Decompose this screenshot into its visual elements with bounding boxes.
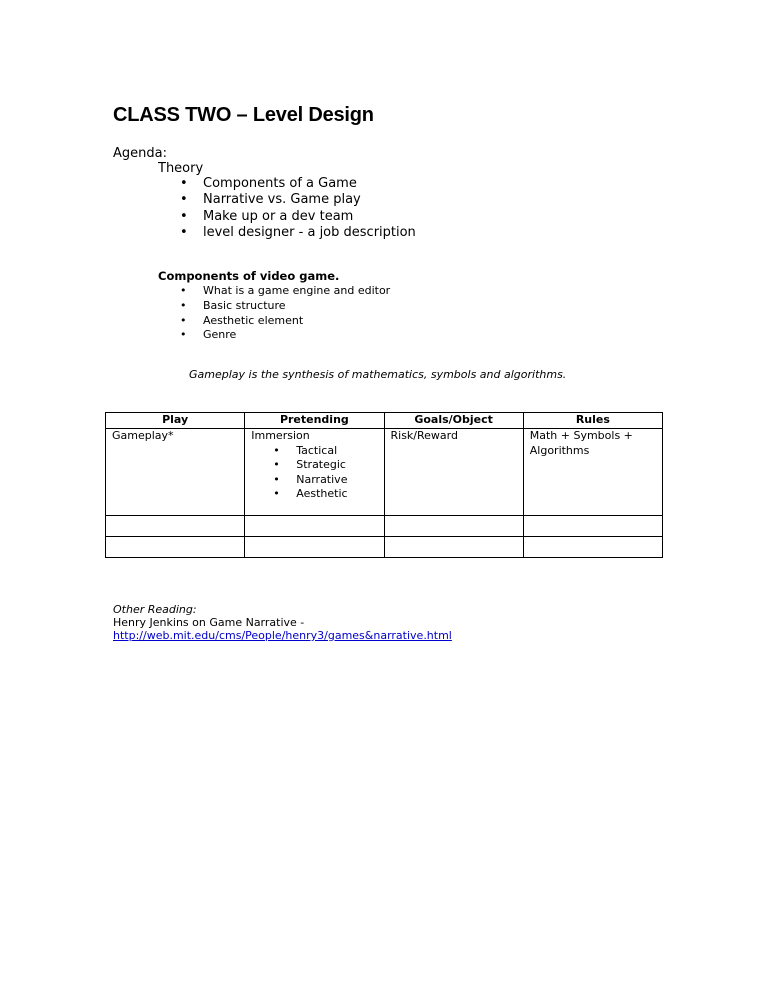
table-cell bbox=[245, 516, 384, 537]
cell-text: Math + Symbols + Algorithms bbox=[529, 429, 633, 457]
gameplay-quote: Gameplay is the synthesis of mathematics, symbols and algorithms. bbox=[189, 368, 567, 381]
list-item: • Genre bbox=[180, 328, 390, 343]
list-item: • Tactical bbox=[251, 444, 377, 459]
theory-list bbox=[180, 176, 416, 241]
list-item: • Narrative bbox=[251, 473, 377, 488]
cell-rules bbox=[523, 429, 662, 516]
table-cell bbox=[523, 516, 662, 537]
list-item: • Components of a Game bbox=[180, 176, 416, 192]
agenda-label: Agenda: bbox=[113, 146, 167, 161]
cell-play bbox=[106, 429, 245, 516]
header-rules: Rules bbox=[523, 413, 662, 429]
header-play: Play bbox=[106, 413, 245, 429]
narrative-link[interactable]: http://web.mit.edu/cms/People/henry3/games&narrative.html bbox=[113, 629, 452, 642]
list-item: • Make up or a dev team bbox=[180, 209, 416, 225]
cell-text: Risk/Reward bbox=[390, 429, 458, 442]
other-reading-label: Other Reading: bbox=[113, 603, 197, 616]
table-cell bbox=[384, 516, 523, 537]
table-cell bbox=[106, 516, 245, 537]
table-header-row bbox=[106, 413, 663, 429]
components-list bbox=[180, 284, 390, 343]
gameplay-table bbox=[105, 412, 663, 558]
cell-text: Gameplay* bbox=[112, 429, 174, 442]
table-cell bbox=[523, 537, 662, 558]
table-cell bbox=[384, 537, 523, 558]
list-item: • Aesthetic bbox=[251, 487, 377, 502]
header-pretending: Pretending bbox=[245, 413, 384, 429]
table-row bbox=[106, 429, 663, 516]
theory-label: Theory bbox=[158, 161, 204, 176]
list-item: • What is a game engine and editor bbox=[180, 284, 390, 299]
table-row bbox=[106, 537, 663, 558]
components-heading: Components of video game. bbox=[158, 269, 340, 283]
list-item: • Basic structure bbox=[180, 299, 390, 314]
header-goals: Goals/Object bbox=[384, 413, 523, 429]
list-item: • Aesthetic element bbox=[180, 314, 390, 329]
cell-goals bbox=[384, 429, 523, 516]
pretending-list bbox=[251, 444, 377, 502]
table-row bbox=[106, 516, 663, 537]
list-item: • level designer - a job description bbox=[180, 225, 416, 241]
cell-pretending bbox=[245, 429, 384, 516]
table-cell bbox=[106, 537, 245, 558]
table-cell bbox=[245, 537, 384, 558]
list-item: • Strategic bbox=[251, 458, 377, 473]
cell-text: Immersion bbox=[251, 429, 310, 442]
other-reading-line: Henry Jenkins on Game Narrative - bbox=[113, 616, 305, 629]
document-title: CLASS TWO – Level Design bbox=[113, 104, 374, 126]
list-item: • Narrative vs. Game play bbox=[180, 192, 416, 208]
